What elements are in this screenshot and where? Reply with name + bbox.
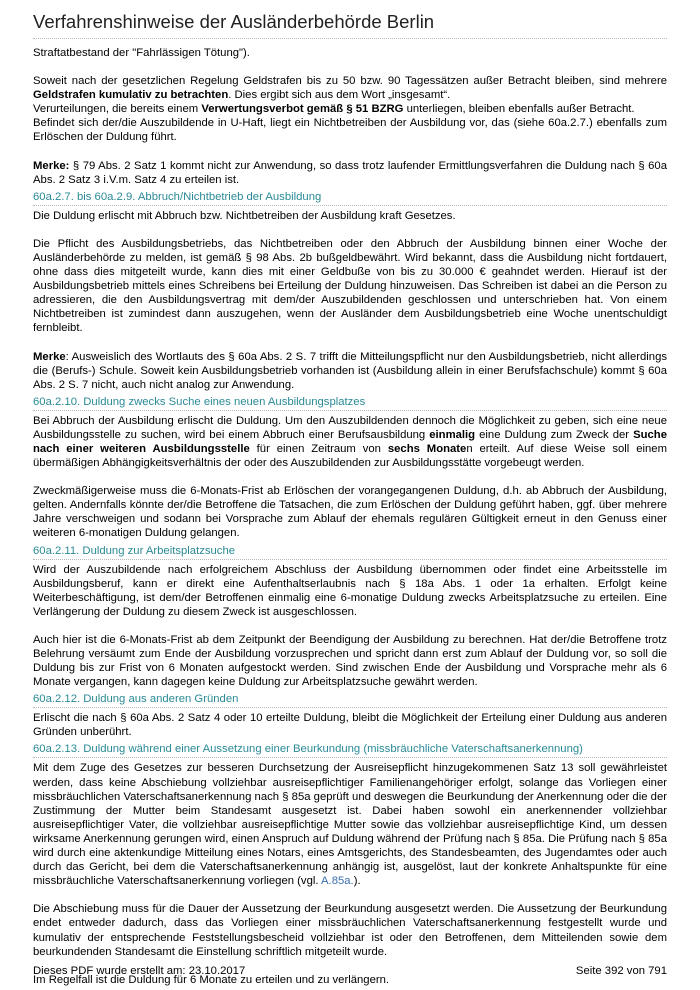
- paragraph: [33, 414, 667, 470]
- paragraph: [33, 563, 667, 619]
- text-run: eine Duldung zum Zweck der: [475, 428, 634, 441]
- bold-text: einmalig: [429, 428, 476, 441]
- paragraph: [33, 237, 667, 336]
- paragraph: [33, 711, 667, 739]
- paragraph: [33, 116, 667, 144]
- bold-text: sechs Monate: [387, 442, 467, 455]
- text-run: Straftatbestand der "Fahrlässigen Tötung").: [33, 47, 250, 59]
- text-run: Bei Abbruch der Ausbildung erlischt die Duldung. Um den Auszubildenden dennoch die Möglichkeit zu geben, sich eine neue Ausbildungsstelle zu suchen, wird bei einem Abbruch einer Berufsausbildung: [33, 414, 667, 441]
- text-run: Verurteilungen, die bereits einem: [33, 103, 202, 116]
- paragraph-spacer: [33, 223, 667, 237]
- section-heading-60a-2-12: 60a.2.12. Duldung aus anderen Gründen: [33, 692, 667, 708]
- bold-text: Geldstrafen kumulativ zu betrachten: [33, 89, 229, 102]
- text-run: . Dies ergibt sich aus dem Wort „insgesamt“.: [228, 89, 451, 102]
- paragraph-spacer: [33, 888, 667, 902]
- text-run: Soweit nach der gesetzlichen Regelung Geldstrafen bis zu 50 bzw. 90 Tagessätzen außer Betracht bleiben, sind mehrere: [33, 75, 667, 88]
- paragraph-spacer: [33, 470, 667, 484]
- text-run: n erteilt. Auf diese Weise soll einem übermäßigen Abhängigkeitsverhältnis der oder des Auszubildenden zur Ausbildungsstätte vorgebeugt werden.: [33, 442, 667, 470]
- text-run: § 79 Abs. 2 Satz 1 kommt nicht zur Anwendung, so dass trotz laufender Ermittlungsverfahren die Duldung nach § 60a Abs. 2 Satz 3 i.V.m. Satz 4 zu erteilen ist.: [33, 159, 667, 186]
- text-run: Zweckmäßigerweise muss die 6-Monats-Frist ab Erlöschen der vorangegangenen Duldung, d.h. ab Abbruch der Ausbildung, gelten. Andernfalls könnte der/die Betroffene die Tatsachen, die zum Erlöschen der Duldung geführt haben, ggf. über mehrere Jahre verschweigen und sodann bei Vorsprache zum Ablauf der ehemals regulären Gültigkeit erneut in den Genuss einer weiteren 6-monatigen Duldung gelangen.: [33, 485, 667, 540]
- text-run: Erlischt die nach § 60a Abs. 2 Satz 4 oder 10 erteilte Duldung, bleibt die Möglichkeit der Erteilung einer Duldung aus anderen Gründen unberührt.: [33, 712, 667, 739]
- paragraph: [33, 46, 667, 60]
- bold-text: Merke:: [33, 159, 70, 172]
- text-run: Wird der Auszubildende nach erfolgreichem Abschluss der Ausbildung übernommen oder findet eine Arbeitsstelle im Ausbildungsberuf, kann er direkt eine Aufenthaltserlaubnis nach § 18a Abs. 1 oder 1a erhalten. Erfolgt keine Weiterbeschäftigung, ist dem/der Betroffenen einmalig eine 6-monatige Duldung zwecks Arbeitsplatzsuche zu erteilen. Eine Verlängerung der Duldung zu diesem Zweck ist ausgeschlossen.: [33, 563, 667, 618]
- cross-reference-link[interactable]: A.85a.: [321, 875, 354, 888]
- paragraph: [33, 633, 667, 689]
- text-run: ).: [353, 875, 361, 888]
- section-heading-60a-2-7: 60a.2.7. bis 60a.2.9. Abbruch/Nichtbetrieb der Ausbildung: [33, 190, 667, 206]
- paragraph: [33, 102, 667, 116]
- text-run: Die Abschiebung muss für die Dauer der Aussetzung der Beurkundung ausgesetzt werden. Die Aussetzung der Beurkundung endet entweder dadurch, dass das Vorliegen einer missbräuchlichen Vaterschaftsanerkennung festgestellt wurde und kumulativ der entsprechende Feststellungsbescheid vollziehbar ist oder den Betroffenen, dem Mitteilenden sowie dem beurkundenden Standesamt die Einstellung schriftlich mitgeteilt wurde.: [33, 903, 667, 958]
- text-run: Befindet sich der/die Auszubildende in U-Haft, liegt ein Nichtbetreiben der Ausbildung vor, das (siehe 60a.2.7.) ebenfalls zum Erlöschen der Duldung führt.: [33, 117, 667, 144]
- document-page: [33, 11, 667, 987]
- paragraph: [33, 902, 667, 958]
- paragraph: [33, 74, 667, 102]
- bold-text: Suche nach einer weiteren Ausbildungsstelle: [33, 428, 667, 455]
- bold-text: Verwertungsverbot gemäß § 51 BZRG: [201, 103, 404, 116]
- footer-page-number: Seite 392 von 791: [575, 965, 667, 977]
- document-body: [33, 46, 667, 987]
- page-title: Verfahrenshinweise der Ausländerbehörde Berlin: [33, 11, 667, 39]
- section-heading-60a-2-10: 60a.2.10. Duldung zwecks Suche eines neuen Ausbildungsplatzes: [33, 395, 667, 411]
- text-run: Die Pflicht des Ausbildungsbetriebs, das Nichtbetreiben oder den Abbruch der Ausbildung binnen einer Woche der Ausländerbehörde zu melden, ist gemäß § 98 Abs. 2b bußgeldbewährt. Wird bekannt, dass die Ausbildung nicht fortdauert, ohne dass dies mitgeteilt wurde, kann dies mit einer Geldbuße von bis zu 30.000 € geahndet werden. Hierauf ist der Ausbildungsbetrieb mittels eines Schreibens bei Erteilung der Duldung hinzuweisen. Das Schreiben ist dabei an die Person zu adressieren, die den Ausbildungsvertrag mit dem/der Auszubildenden geschlossen und unterschrieben hat. Von einem Nichtbetreiben ist zumindest dann auszugehen, wenn der Ausländer dem Ausbildungsbetrieb eine Woche unentschuldigt fernbleibt.: [33, 237, 667, 335]
- text-run: Mit dem Zuge des Gesetzes zur besseren Durchsetzung der Ausreisepflicht hinzugekommenen Satz 13 soll gewährleistet werden, dass keine Abschiebung vollziehbar ausreisepflichtiger Familienangehöriger erfolgt, solange das Vorliegen einer missbräuchlichen Vaterschaftsanerkennung nach § 85a geprüft und deswegen die Beurkundung der Anerkennung oder die der Zustimmung der Mutter beim Standesamt ausgesetzt ist. Dabei haben sowohl ein anerkennender vollziehbar ausreisepflichtiger Vater, die vollziehbar ausreisepflichtige Mutter sowie das vollziehbar ausreisepflichtige Kind, um dessen wirksame Anerkennung gerungen wird, einen Anspruch auf Duldung während der Prüfung nach § 85a. Die Prüfung nach § 85a wird durch eine aktenkundige Mitteilung eines Notars, eines Amtsgerichts, des Standesbeamten, des Jugendamtes oder auch durch das Gericht, bei dem die Vaterschaftsanerkennung anhängig ist, ausgelöst, laut der konkrete Anhaltspunkte für eine missbräuchliche Vaterschaftsanerkennung vorliegen (vgl.: [33, 762, 667, 888]
- paragraph-spacer: [33, 60, 667, 74]
- paragraph-spacer: [33, 619, 667, 633]
- text-run: : Ausweislich des Wortlauts des § 60a Abs. 2 S. 7 trifft die Mitteilungspflicht nur den Ausbildungsbetrieb, nicht allerdings die (Berufs-) Schule. Soweit kein Ausbildungsbetrieb vorhanden ist (Ausbildung allein in einer Berufsfachschule) kommt § 60a Abs. 2 S. 7 nicht, auch nicht analog zur Anwendung.: [33, 350, 667, 391]
- section-heading-60a-2-13: 60a.2.13. Duldung während einer Aussetzung einer Beurkundung (missbräuchliche Vaterschaftsanerkennung): [33, 742, 667, 758]
- paragraph-spacer: [33, 336, 667, 350]
- paragraph: [33, 484, 667, 540]
- text-run: unterliegen, bleiben ebenfalls außer Betracht.: [403, 103, 635, 116]
- paragraph: [33, 209, 667, 223]
- text-run: Im Regelfall ist die Duldung für 6 Monate zu erteilen und zu verlängern.: [33, 973, 390, 986]
- paragraph: [33, 350, 667, 392]
- bold-text: Merke: [33, 350, 66, 363]
- paragraph: [33, 159, 667, 187]
- footer-created-date: Dieses PDF wurde erstellt am: 23.10.2017: [33, 965, 246, 977]
- text-run: Die Duldung erlischt mit Abbruch bzw. Nichtbetreiben der Ausbildung kraft Gesetzes.: [33, 209, 456, 222]
- paragraph: [33, 761, 667, 888]
- section-heading-60a-2-11: 60a.2.11. Duldung zur Arbeitsplatzsuche: [33, 544, 667, 560]
- page-footer: [33, 965, 667, 977]
- text-run: für einen Zeitraum von: [249, 442, 388, 455]
- text-run: Auch hier ist die 6-Monats-Frist ab dem Zeitpunkt der Beendigung der Ausbildung zu berechnen. Hat der/die Betroffene trotz Belehrung versäumt zum Ende der Ausbildung vorzusprechen und spricht dann erst zum Ablauf der Duldung vor, so soll die Duldung bis zur Frist von 6 Monaten aufgestockt werden. Sind zwischen Ende der Ausbildung und Vorsprache mehr als 6 Monate vergangen, kann dagegen keine Duldung zur Arbeitsplatzsuche gewährt werden.: [33, 633, 667, 689]
- paragraph-spacer: [33, 145, 667, 159]
